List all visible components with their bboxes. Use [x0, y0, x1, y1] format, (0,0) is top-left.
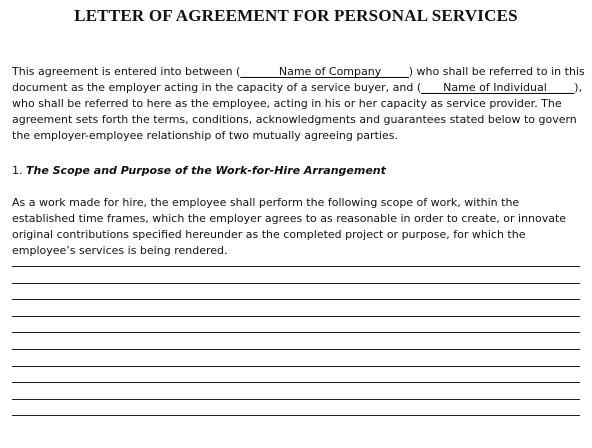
- document-title: LETTER OF AGREEMENT FOR PERSONAL SERVICES: [74, 6, 518, 25]
- scope-line-3: original contributions specified hereunder as the completed project or purpose, for which the: [12, 228, 526, 241]
- company-name-field[interactable]: _______Name of Company_____: [240, 65, 409, 78]
- intro-line-2: [12, 80, 584, 96]
- blank-line[interactable]: [12, 332, 580, 333]
- blank-line[interactable]: [12, 316, 580, 317]
- intro-line-1-end: ) who shall be referred to in this: [408, 65, 585, 78]
- intro-line-2-end: ),: [574, 81, 583, 94]
- blank-line[interactable]: [12, 283, 580, 284]
- blank-line[interactable]: [12, 366, 580, 367]
- scope-line-4: employee’s services is being rendered.: [12, 244, 228, 257]
- blank-line[interactable]: [12, 399, 580, 400]
- intro-paragraph: [12, 64, 584, 144]
- section-1-number: 1.: [12, 164, 23, 177]
- intro-line-2-start: document as the employer acting in the capacity of a service buyer, and (: [12, 81, 422, 94]
- scope-of-work-blank-lines[interactable]: [12, 266, 580, 432]
- scope-line-2: established time frames, which the employer agrees to as reasonable in order to create, or innovate: [12, 212, 567, 225]
- scope-line-1: As a work made for hire, the employee shall perform the following scope of work, within the: [12, 196, 520, 209]
- intro-line-4: agreement sets forth the terms, conditions, acknowledgments and guarantees stated below to govern: [12, 113, 577, 126]
- blank-line[interactable]: [12, 349, 580, 350]
- section-1-title: The Scope and Purpose of the Work-for-Hire Arrangement: [26, 164, 386, 177]
- intro-line-5: the employer-employee relationship of two mutually agreeing parties.: [12, 129, 398, 142]
- blank-line[interactable]: [12, 382, 580, 383]
- blank-line[interactable]: [12, 299, 580, 300]
- section-1-heading: [12, 163, 584, 179]
- intro-line-1: [12, 64, 584, 80]
- intro-line-1-start: This agreement is entered into between (: [12, 65, 241, 78]
- scope-paragraph: [12, 195, 584, 259]
- intro-line-3: who shall be referred to here as the employee, acting in his or her capacity as service provider. The: [12, 97, 562, 110]
- blank-line[interactable]: [12, 266, 580, 267]
- blank-line[interactable]: [12, 415, 580, 416]
- individual-name-field[interactable]: ____Name of Individual_____: [421, 81, 575, 94]
